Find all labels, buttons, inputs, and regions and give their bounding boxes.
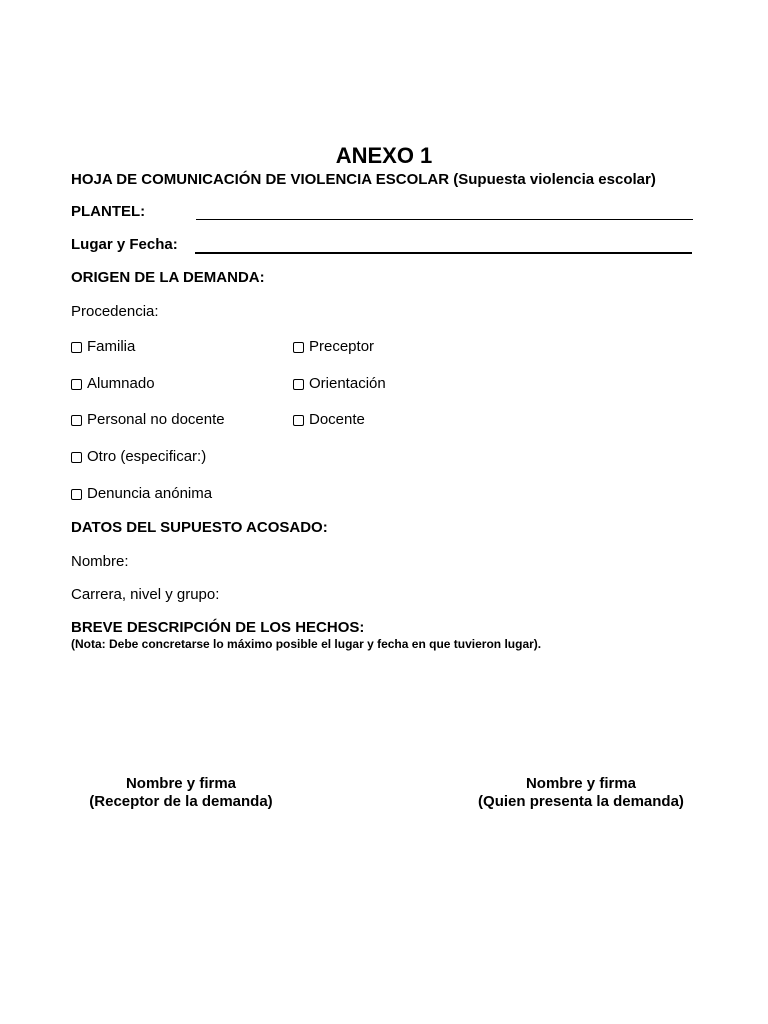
carrera-label: Carrera, nivel y grupo: xyxy=(71,586,220,603)
hechos-heading: BREVE DESCRIPCIÓN DE LOS HECHOS: xyxy=(71,619,365,636)
origen-heading: ORIGEN DE LA DEMANDA: xyxy=(71,269,265,286)
checkbox-icon[interactable] xyxy=(71,452,82,463)
option-label: Personal no docente xyxy=(87,411,225,428)
option-orientacion[interactable] xyxy=(293,375,386,392)
signature-receptor-line1: Nombre y firma xyxy=(125,775,237,792)
signature-receptor-line2: (Receptor de la demanda) xyxy=(89,793,273,810)
option-label: Orientación xyxy=(309,375,386,392)
checkbox-icon[interactable] xyxy=(293,342,304,353)
signature-demandante-line1: Nombre y firma xyxy=(525,775,637,792)
plantel-field-line[interactable] xyxy=(196,219,693,220)
option-label: Otro (especificar:) xyxy=(87,448,207,465)
option-label: Preceptor xyxy=(309,338,375,355)
signature-demandante-line2: (Quien presenta la demanda) xyxy=(478,793,684,810)
checkbox-icon[interactable] xyxy=(293,379,304,390)
signature-demandante xyxy=(471,775,691,811)
acosado-heading: DATOS DEL SUPUESTO ACOSADO: xyxy=(71,519,328,536)
document-subtitle xyxy=(71,171,656,188)
option-personal-no-docente[interactable] xyxy=(71,411,225,428)
option-label: Docente xyxy=(309,411,365,428)
option-familia[interactable] xyxy=(71,338,135,355)
checkbox-icon[interactable] xyxy=(71,342,82,353)
plantel-label: PLANTEL: xyxy=(71,203,146,220)
option-docente[interactable] xyxy=(293,411,365,428)
procedencia-label: Procedencia: xyxy=(71,303,159,320)
option-alumnado[interactable] xyxy=(71,375,155,392)
hechos-note: (Nota: Debe concretarse lo máximo posible el lugar y fecha en que tuvieron lugar). xyxy=(71,637,542,651)
subtitle-note: (Supuesta violencia escolar) xyxy=(449,171,656,188)
option-denuncia-anonima[interactable] xyxy=(71,485,212,502)
option-preceptor[interactable] xyxy=(293,338,374,355)
checkbox-icon[interactable] xyxy=(293,415,304,426)
option-label: Familia xyxy=(87,338,136,355)
lugar-fecha-field-line[interactable] xyxy=(195,252,692,254)
checkbox-icon[interactable] xyxy=(71,415,82,426)
option-label: Denuncia anónima xyxy=(87,485,213,502)
nombre-label: Nombre: xyxy=(71,553,129,570)
option-label: Alumnado xyxy=(87,375,155,392)
checkbox-icon[interactable] xyxy=(71,379,82,390)
option-otro[interactable] xyxy=(71,448,206,465)
lugar-fecha-label: Lugar y Fecha: xyxy=(71,236,178,253)
page-title: ANEXO 1 xyxy=(335,143,433,168)
subtitle-main: HOJA DE COMUNICACIÓN DE VIOLENCIA ESCOLAR xyxy=(71,171,450,188)
checkbox-icon[interactable] xyxy=(71,489,82,500)
signature-receptor xyxy=(71,775,291,811)
